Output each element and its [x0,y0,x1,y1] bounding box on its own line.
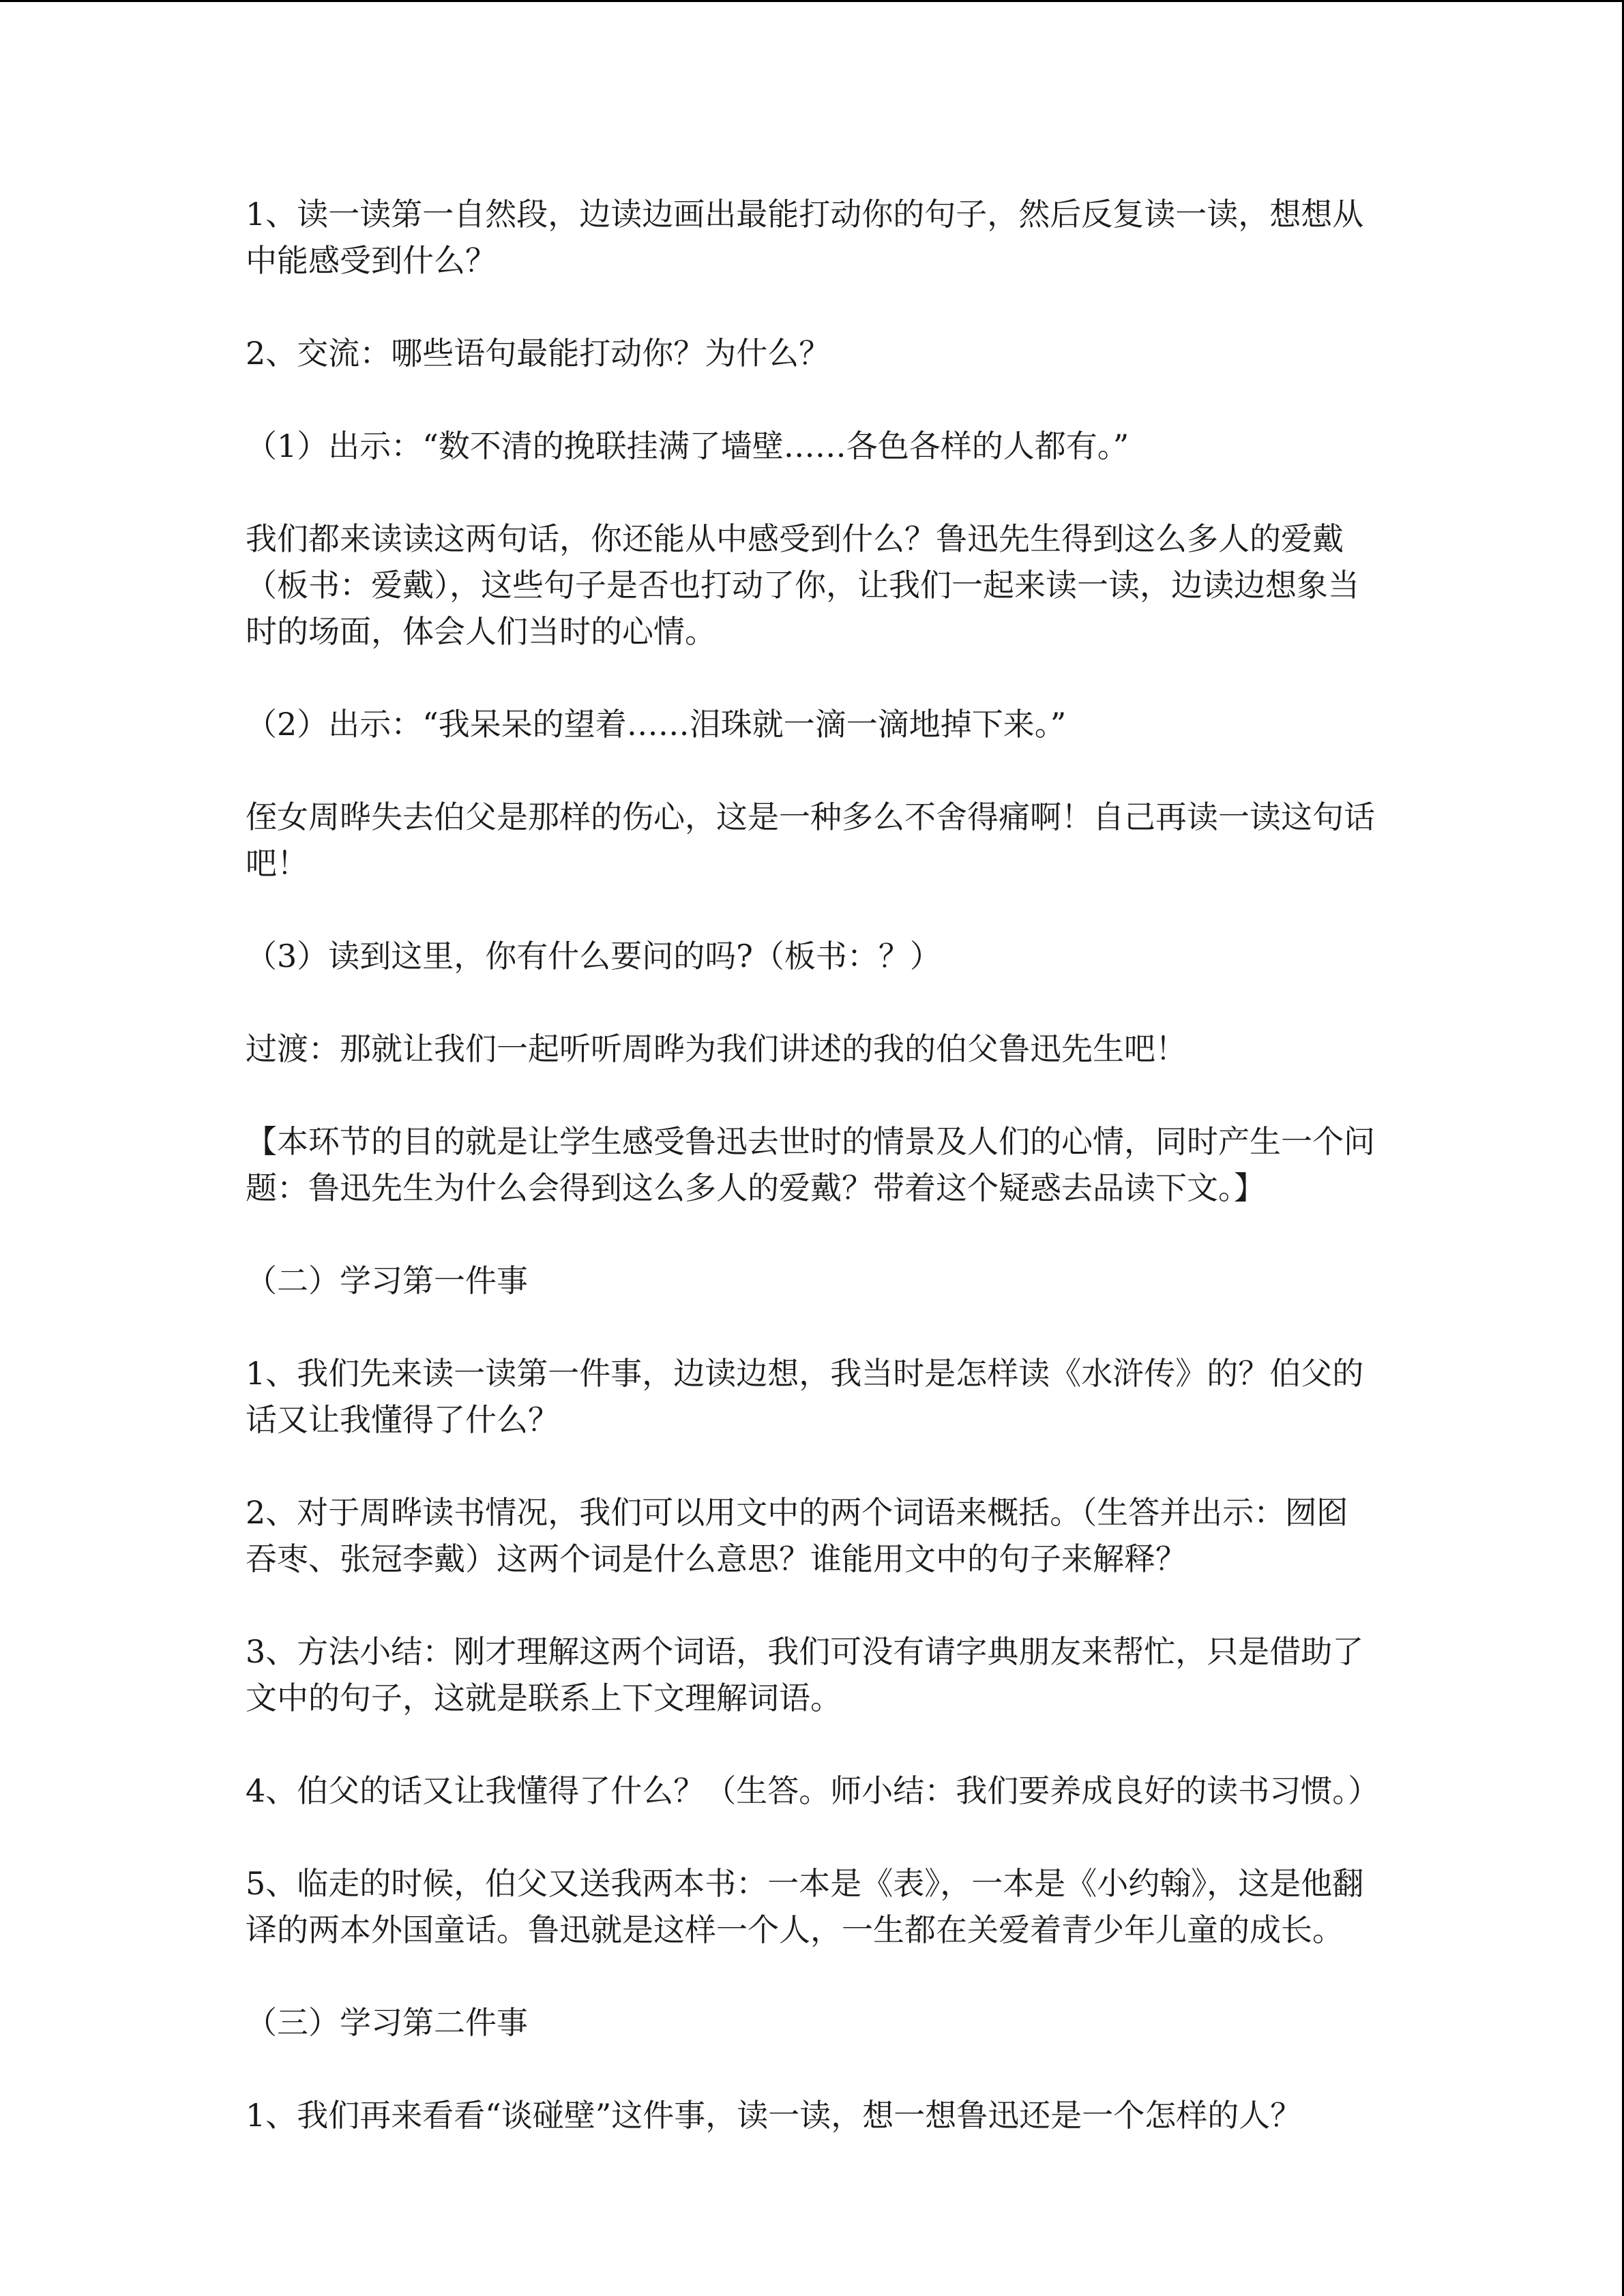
paragraph-question-3: （3）读到这里，你有什么要问的吗?（板书：？） [246,938,941,974]
paragraph-show-1: （1）出示：“数不清的挽联挂满了墙壁……各色各样的人都有。” [246,428,1130,464]
paragraph-step-2-discuss: 2、交流：哪些语句最能打动你？为什么？ [246,335,831,372]
paragraph-section-purpose: 【本环节的目的就是让学生感受鲁迅去世时的情景及人们的心情，同时产生一个问题：鲁迅先生为什么会得到这么多人的爱戴？带着这个疑惑去品读下文。】 [246,1123,1375,1206]
paragraph-show-2: （2）出示：“我呆呆的望着……泪珠就一滴一滴地掉下来。” [246,706,1067,743]
paragraph-first-event-1: 1、我们先来读一读第一件事，边读边想，我当时是怎样读《水浒传》的？伯父的话又让我懂得了什么？ [246,1355,1364,1438]
paragraph-read-two-sentences: 我们都来读读这两句话，你还能从中感受到什么？鲁迅先生得到这么多人的爱戴（板书：爱戴），这些句子是否也打动了你，让我们一起来读一读，边读边想象当时的场面，体会人们当时的心情。 [246,520,1359,650]
paragraph-niece-sadness: 侄女周晔失去伯父是那样的伤心，这是一种多么不舍得痛啊！自己再读一读这句话吧！ [246,799,1375,882]
paragraph-transition: 过渡：那就让我们一起听听周晔为我们讲述的我的伯父鲁迅先生吧！ [246,1030,1187,1067]
paragraph-first-event-2: 2、对于周晔读书情况，我们可以用文中的两个词语来概括。（生答并出示：囫囵吞枣、张冠李戴）这两个词是什么意思？谁能用文中的句子来解释？ [246,1494,1348,1577]
document-body [246,191,1378,2185]
paragraph-step-1-read: 1、读一读第一自然段，边读边画出最能打动你的句子，然后反复读一读，想想从中能感受到什么？ [246,196,1364,279]
heading-first-event: （二）学习第一件事 [246,1262,528,1299]
heading-second-event: （三）学习第二件事 [246,2004,528,2041]
paragraph-first-event-3: 3、方法小结：刚才理解这两个词语，我们可没有请字典朋友来帮忙，只是借助了文中的句子，这就是联系上下文理解词语。 [246,1633,1364,1716]
paragraph-second-event-1: 1、我们再来看看“谈碰壁”这件事，读一读，想一想鲁迅还是一个怎样的人？ [246,2097,1302,2134]
paragraph-first-event-5: 5、临走的时候，伯父又送我两本书：一本是《表》，一本是《小约翰》，这是他翻译的两本外国童话。鲁迅就是这样一个人，一生都在关爱着青少年儿童的成长。 [246,1865,1364,1948]
paragraph-first-event-4: 4、伯父的话又让我懂得了什么？（生答。师小结：我们要养成良好的读书习惯。） [246,1772,1380,1809]
page-top-border [0,0,1624,2]
